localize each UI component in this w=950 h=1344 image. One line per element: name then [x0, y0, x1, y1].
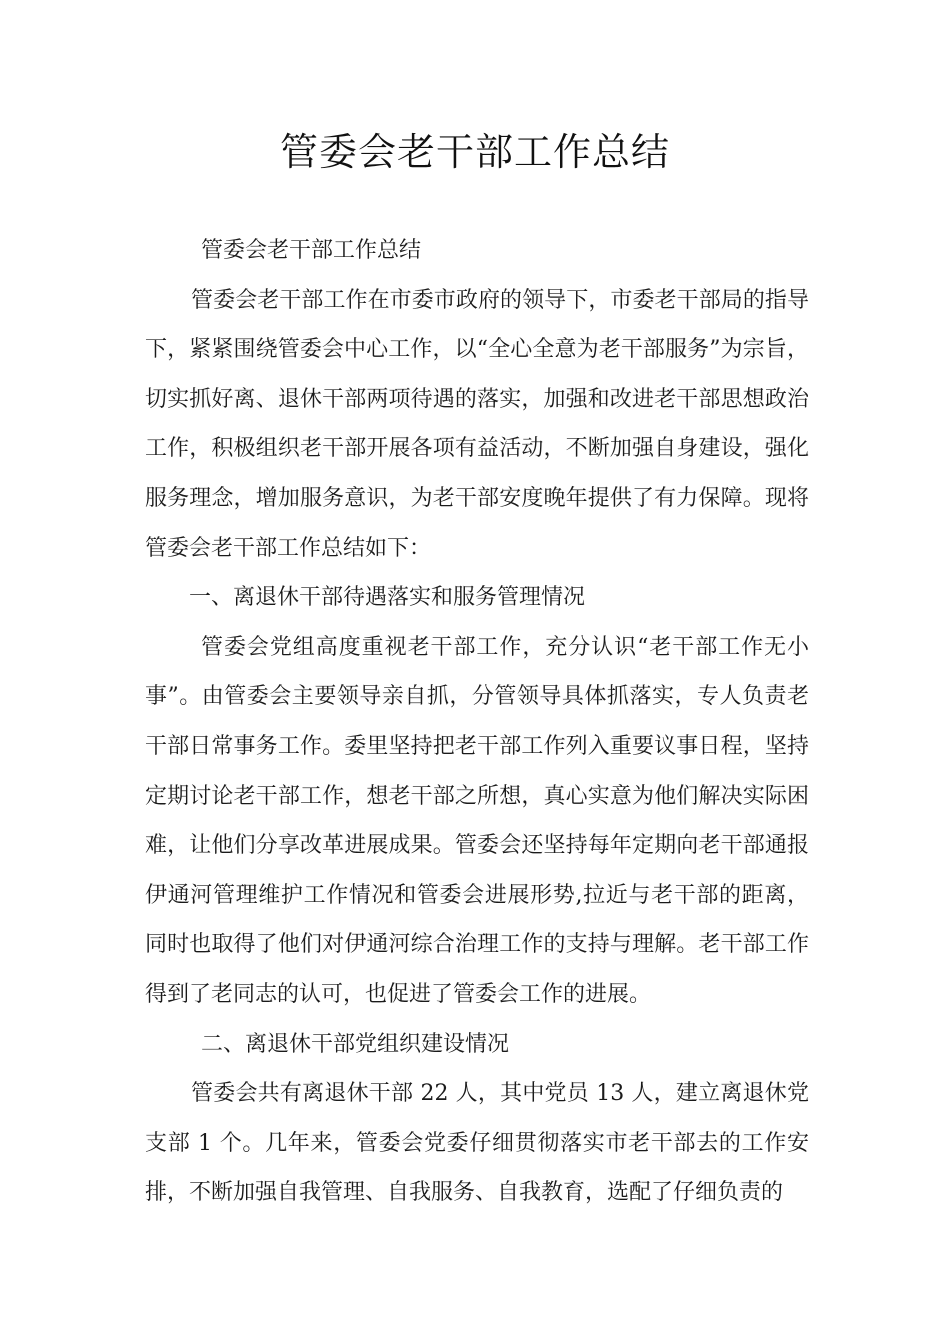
- paragraph-section-2: 管委会共有离退休干部 22 人，其中党员 13 人，建立离退休党支部 1 个。几年来，管委会党委仔细贯彻落实市老干部去的工作安排，不断加强自我管理、自我服务、自我教育，选配了仔细负责的: [145, 1081, 809, 1206]
- section-heading-2: 二、离退休干部党组织建设情况: [201, 1031, 510, 1057]
- section-heading-1: 一、离退休干部待遇落实和服务管理情况: [189, 585, 586, 611]
- document-title: 管委会老干部工作总结: [279, 130, 670, 174]
- document-body: [145, 226, 809, 1218]
- paragraph-intro: 管委会老干部工作在市委市政府的领导下，市委老干部局的指导下，紧紧围绕管委会中心工作，以“全心全意为老干部服务”为宗旨，切实抓好离、退休干部两项待遇的落实，加强和改进老干部思想政治工作，积极组织老干部开展各项有益活动，不断加强自身建设，强化服务理念，增加服务意识，为老干部安度晚年提供了有力保障。现将管委会老干部工作总结如下：: [145, 287, 809, 561]
- document-subtitle: 管委会老干部工作总结: [201, 238, 422, 263]
- paragraph-section-1: 管委会党组高度重视老干部工作，充分认识“老干部工作无小事”。由管委会主要领导亲自抓，分管领导具体抓落实，专人负责老干部日常事务工作。委里坚持把老干部工作列入重要议事日程，坚持定期讨论老干部工作，想老干部之所想，真心实意为他们解决实际困难，让他们分享改革进展成果。管委会还坚持每年定期向老干部通报伊通河管理维护工作情况和管委会进展形势,拉近与老干部的距离，同时也取得了他们对伊通河综合治理工作的支持与理解。老干部工作得到了老同志的认可，也促进了管委会工作的进展。: [145, 634, 809, 1007]
